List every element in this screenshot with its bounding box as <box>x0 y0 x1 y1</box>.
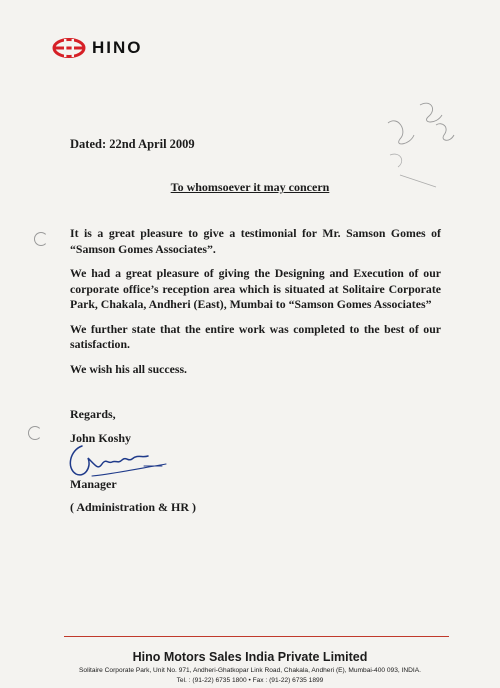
signatory-designation: Manager <box>70 477 117 491</box>
hino-emblem-icon <box>52 38 86 58</box>
signatory-department: ( Administration & HR ) <box>70 500 196 514</box>
footer-address: Solitaire Corporate Park, Unit No. 971, Andheri-Ghatkopar Link Road, Chakala, Andheri (E), Mumbai-400 093, INDIA. <box>79 667 421 674</box>
signatory-name: John Koshy <box>70 431 132 445</box>
letter-date: Dated: 22nd April 2009 <box>70 137 195 151</box>
brand-name: HINO <box>92 38 143 57</box>
hino-logo <box>52 38 143 58</box>
letter-subject: To whomsoever it may concern <box>170 180 330 194</box>
body-paragraph: We wish his all success. <box>70 361 188 376</box>
footer-company-name: Hino Motors Sales India Private Limited <box>132 650 368 664</box>
footer-contacts: Tel. : (91-22) 6735 1800 • Fax : (91-22) 6735 1899 <box>176 677 324 684</box>
body-paragraph: We further state that the entire work was completed to the best of our satisfaction. <box>70 321 441 351</box>
closing-salutation: Regards, <box>70 407 116 421</box>
letter-body <box>70 226 441 386</box>
body-paragraph: It is a great pleasure to give a testimonial for Mr. Samson Gomes of “Samson Gomes Associates”. <box>70 226 441 256</box>
body-paragraph: We had a great pleasure of giving the Designing and Execution of our corporate office’s reception area which is situated at Solitaire Corporate Park, Chakala, Andheri (East), Mumbai to “Samson Gomes Associates” <box>70 266 441 311</box>
footer-rule <box>64 636 449 637</box>
punch-hole-mark <box>28 426 42 440</box>
punch-hole-mark <box>34 232 48 246</box>
